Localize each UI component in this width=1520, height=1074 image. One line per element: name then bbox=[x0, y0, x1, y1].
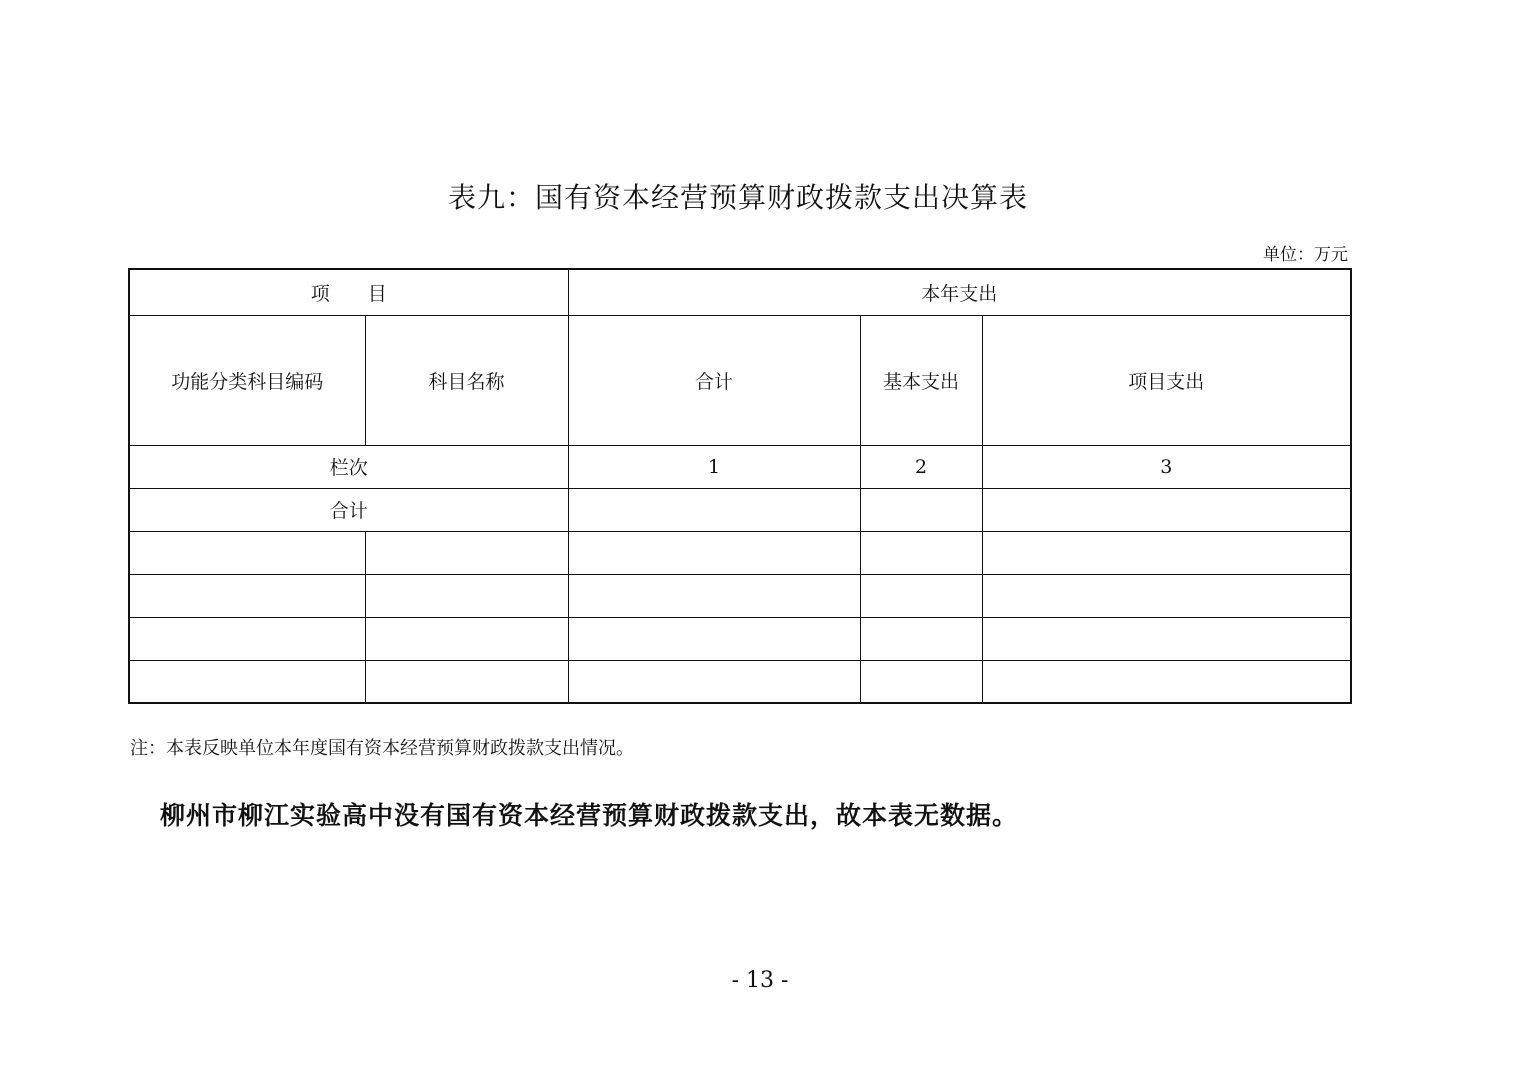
header-project: 项 目 bbox=[129, 269, 568, 315]
total-cell bbox=[860, 488, 982, 531]
header-project-expense: 项目支出 bbox=[982, 315, 1351, 445]
table-cell bbox=[982, 617, 1351, 660]
total-cell bbox=[982, 488, 1351, 531]
table-cell bbox=[860, 617, 982, 660]
table-row bbox=[129, 617, 1351, 660]
table-cell bbox=[568, 617, 860, 660]
table-cell bbox=[365, 617, 568, 660]
table-cell bbox=[365, 574, 568, 617]
header-subject-name: 科目名称 bbox=[365, 315, 568, 445]
header-basic-expense: 基本支出 bbox=[860, 315, 982, 445]
table-cell bbox=[129, 617, 365, 660]
table-row bbox=[129, 660, 1351, 703]
unit-label: 单位：万元 bbox=[1263, 245, 1348, 265]
table-cell bbox=[129, 660, 365, 703]
table-note: 注：本表反映单位本年度国有资本经营预算财政拨款支出情况。 bbox=[130, 738, 634, 759]
total-row bbox=[129, 488, 1351, 531]
table-cell bbox=[129, 574, 365, 617]
table-row bbox=[129, 531, 1351, 574]
total-cell bbox=[568, 488, 860, 531]
column-number-label: 栏次 bbox=[129, 445, 568, 488]
table-header-row bbox=[129, 269, 1351, 315]
table-cell bbox=[982, 660, 1351, 703]
table-row bbox=[129, 574, 1351, 617]
table-subheader-row bbox=[129, 315, 1351, 445]
column-number-row bbox=[129, 445, 1351, 488]
header-total: 合计 bbox=[568, 315, 860, 445]
header-current-year: 本年支出 bbox=[568, 269, 1351, 315]
table-cell bbox=[568, 660, 860, 703]
total-label: 合计 bbox=[129, 488, 568, 531]
no-data-statement: 柳州市柳江实验高中没有国有资本经营预算财政拨款支出，故本表无数据。 bbox=[160, 801, 1019, 830]
header-function-code: 功能分类科目编码 bbox=[129, 315, 365, 445]
column-number-1: 1 bbox=[568, 445, 860, 488]
column-number-3: 3 bbox=[982, 445, 1351, 488]
page-title: 表九：国有资本经营预算财政拨款支出决算表 bbox=[447, 181, 1028, 214]
table-cell bbox=[365, 531, 568, 574]
table-cell bbox=[860, 574, 982, 617]
table-cell bbox=[568, 531, 860, 574]
budget-table bbox=[128, 268, 1352, 704]
page-number: - 13 - bbox=[731, 968, 789, 993]
table-cell bbox=[568, 574, 860, 617]
table-cell bbox=[860, 531, 982, 574]
table-cell bbox=[982, 574, 1351, 617]
table-cell bbox=[129, 531, 365, 574]
table-cell bbox=[860, 660, 982, 703]
table-cell bbox=[982, 531, 1351, 574]
table-cell bbox=[365, 660, 568, 703]
column-number-2: 2 bbox=[860, 445, 982, 488]
